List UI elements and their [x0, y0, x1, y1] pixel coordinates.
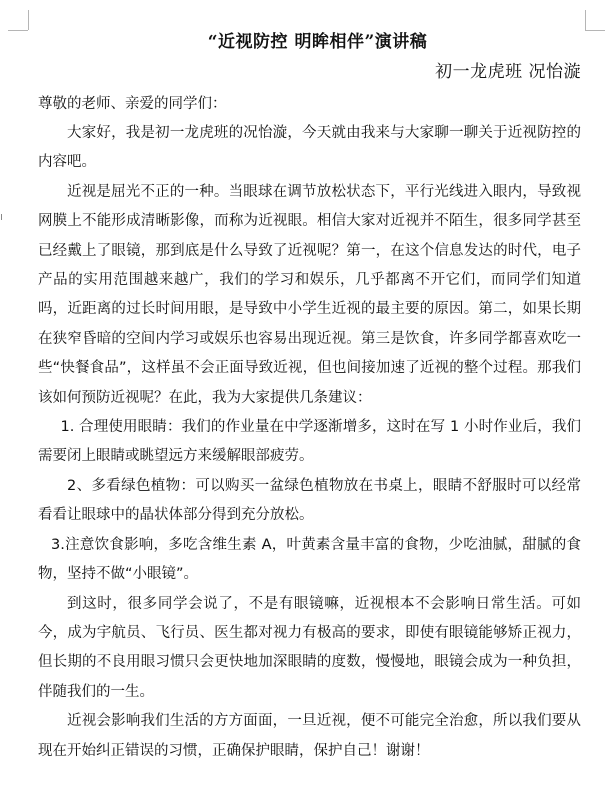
salutation: 尊敬的老师、亲爱的同学们： — [38, 96, 227, 112]
paragraph-causes: 近视是屈光不正的一种。当眼球在调节放松状态下，平行光线进入眼内，导致视网膜上不能形成清晰影像，而称为近视眼。相信大家对近视并不陌生，很多同学甚至已经戴上了眼镜，那到底是什么导致了近视呢？第一，在这个信息发达的时代，电子产品的实用范围越来越广，我们的学习和娱乐，几乎都离不开它们，而同学们知道吗，近距离的过长时间用眼，是导致中小学生近视的最主要的原因。第二，如果长期在狭窄昏暗的空间内学习或娱乐也容易出现近视。第三是饮食，许多同学都喜欢吃一些“快餐食品”，这样虽不会正面导致近视，但也间接加速了近视的整个过程。那我们该如何预防近视呢？在此，我为大家提供几条建议： — [38, 183, 581, 406]
speech-title: “近视防控 明眸相伴”演讲稿 — [207, 32, 428, 52]
paragraph-tip-3: 3.注意饮食影响，多吃含维生素 A，叶黄素含量丰富的食物，少吃油腻，甜腻的食物，坚持不做“小眼镜”。 — [38, 536, 581, 583]
paragraph-tip-1: 1. 合理使用眼睛：我们的作业量在中学逐渐增多，这时在写 1 小时作业后，我们需要闭上眼睛或眺望远方来缓解眼部疲劳。 — [38, 419, 581, 465]
paragraph-intro: 大家好，我是初一龙虎班的况怡漩，今天就由我来与大家聊一聊关于近视防控的内容吧。 — [38, 125, 581, 171]
document-body — [38, 28, 581, 766]
margin-marker — [1, 214, 2, 220]
crop-mark-top-right-vertical — [585, 10, 586, 30]
crop-mark-top-left-vertical — [28, 10, 29, 30]
crop-mark-top-left-horizontal — [8, 30, 28, 31]
paragraph-tip-2: 2、多看绿色植物：可以购买一盆绿色植物放在书桌上，眼睛不舒服时可以经常看看让眼球中的晶状体部分得到充分放松。 — [38, 477, 581, 524]
author-line: 初一龙虎班 况怡漩 — [435, 62, 581, 82]
paragraph-conclusion: 近视会影响我们生活的方方面面，一旦近视，便不可能完全治愈，所以我们要从现在开始纠正错误的习惯，正确保护眼睛，保护自己！谢谢！ — [38, 713, 581, 759]
crop-mark-top-right-horizontal — [585, 30, 605, 31]
paragraph-glasses: 到这时，很多同学会说了，不是有眼镜嘛，近视根本不会影响日常生活。可如今，成为宇航员、飞行员、医生都对视力有极高的要求，即使有眼镜能够矫正视力，但长期的不良用眼习惯只会更快地加深眼睛的度数，慢慢地，眼镜会成为一种负担，伴随我们的一生。 — [38, 595, 581, 700]
